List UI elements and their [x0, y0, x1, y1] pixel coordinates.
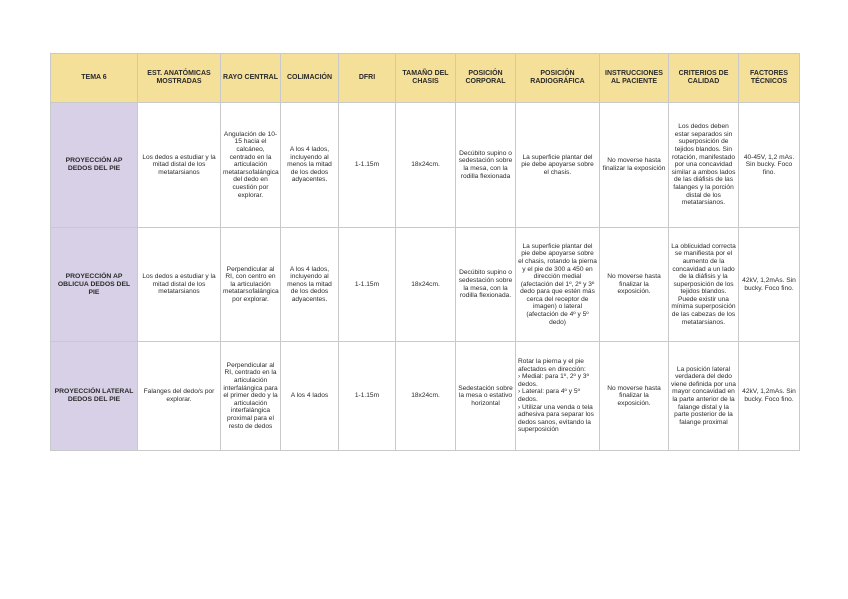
radiografica-line: › Medial: para 1º, 2º y 3º dedos. — [518, 373, 589, 388]
cell-posicion-radiografica: La superficie plantar del pie debe apoyarse sobre el chasis, rotando la pierna y el pie de 300 a 450 en dirección medial (afectación del 1º, 2º y 3º dedo para que estén más cerca del receptor de imagen) o lateral (afectación de 4º y 5º dedo) — [516, 228, 600, 342]
cell-factores-tecnicos: 40-45V, 1,2 mAs. Sin bucky. Foco fino. — [739, 103, 800, 228]
cell-colimacion: A los 4 lados, incluyendo al menos la mitad de los dedos adyacentes. — [281, 228, 339, 342]
table-row — [51, 228, 800, 342]
cell-chasis: 18x24cm. — [396, 103, 456, 228]
cell-factores-tecnicos: 42kV, 1,2mAs. Sin bucky. Foco fino. — [739, 228, 800, 342]
radiography-protocol-table — [50, 53, 800, 451]
cell-rayo-central: Perpendicular al RI, centrado en la articulación interfalángica para el primer dedo y la articulación interfalángica proximal para el resto de dedos — [221, 342, 281, 451]
cell-criterios-calidad: La posición lateral verdadera del dedo viene definida por una mayor concavidad en la parte anterior de la falange distal y la parte posterior de la falange proximal — [669, 342, 739, 451]
header-posicion-radiografica: POSICIÓN RADIOGRÁFICA — [516, 54, 600, 103]
cell-instrucciones: No moverse hasta finalizar la exposición — [600, 103, 669, 228]
row-title: PROYECCIÓN AP OBLICUA DEDOS DEL PIE — [51, 228, 138, 342]
header-colimacion: COLIMACIÓN — [281, 54, 339, 103]
cell-chasis: 18x24cm. — [396, 228, 456, 342]
cell-estructuras: Los dedos a estudiar y la mitad distal de los metatarsianos — [138, 228, 221, 342]
cell-instrucciones: No moverse hasta finalizar la exposición. — [600, 228, 669, 342]
header-criterios-calidad: CRITERIOS DE CALIDAD — [669, 54, 739, 103]
cell-dfri: 1-1.15m — [339, 342, 396, 451]
cell-colimacion: A los 4 lados — [281, 342, 339, 451]
header-estructuras: EST. ANATÓMICAS MOSTRADAS — [138, 54, 221, 103]
cell-rayo-central: Angulación de 10-15 hacia el calcáneo, centrado en la articulación metatarsofalángica del dedo en cuestión por explorar. — [221, 103, 281, 228]
cell-posicion-radiografica: La superficie plantar del pie debe apoyarse sobre el chasis. — [516, 103, 600, 228]
cell-rayo-central: Perpendicular al RI, con centro en la articulación metatarsofalángica por explorar. — [221, 228, 281, 342]
header-chasis: TAMAÑO DEL CHASIS — [396, 54, 456, 103]
cell-posicion-corporal: Decúbito supino o sedestación sobre la mesa, con la rodilla flexionada. — [456, 228, 516, 342]
cell-colimacion: A los 4 lados, incluyendo al menos la mitad de los dedos adyacentes. — [281, 103, 339, 228]
cell-factores-tecnicos: 42kV, 1,2mAs. Sin bucky. Foco fino. — [739, 342, 800, 451]
cell-estructuras: Los dedos a estudiar y la mitad distal de los metatarsianos — [138, 103, 221, 228]
cell-posicion-corporal: Decúbito supino o sedestación sobre la mesa, con la rodilla flexionada — [456, 103, 516, 228]
header-dfri: DFRI — [339, 54, 396, 103]
cell-dfri: 1-1.15m — [339, 103, 396, 228]
row-title: PROYECCIÓN AP DEDOS DEL PIE — [51, 103, 138, 228]
table-row — [51, 103, 800, 228]
radiografica-line: Rotar la pierna y el pie afectados en dirección: — [518, 358, 586, 373]
cell-criterios-calidad: Los dedos deben estar separados sin superposición de tejidos blandos. Sin rotación, manifestado por una concavidad similar a ambos lados de las diáfisis de las falanges y la porción distal de los metatarsianos. — [669, 103, 739, 228]
radiografica-line: › Utilizar una venda o tela adhesiva para separar los dedos sanos, evitando la superposición — [518, 403, 594, 434]
header-posicion-corporal: POSICIÓN CORPORAL — [456, 54, 516, 103]
cell-chasis: 18x24cm. — [396, 342, 456, 451]
cell-posicion-corporal: Sedestación sobre la mesa o estativo horizontal — [456, 342, 516, 451]
table-row — [51, 342, 800, 451]
cell-posicion-radiografica — [516, 342, 600, 451]
cell-dfri: 1-1.15m — [339, 228, 396, 342]
cell-estructuras: Falanges del dedo/s por explorar. — [138, 342, 221, 451]
header-instrucciones: INSTRUCCIONES AL PACIENTE — [600, 54, 669, 103]
radiografica-line: › Lateral: para 4º y 5º dedos. — [518, 388, 580, 403]
header-rayo-central: RAYO CENTRAL — [221, 54, 281, 103]
cell-criterios-calidad: La oblicuidad correcta se manifiesta por el aumento de la concavidad a un lado de la diáfisis y la superposición de los tejidos blandos. Puede existir una mínima superposición de las cabezas de los metatarsianos. — [669, 228, 739, 342]
header-row — [51, 54, 800, 103]
cell-instrucciones: No moverse hasta finalizar la exposición. — [600, 342, 669, 451]
header-factores-tecnicos: FACTORES TÉCNICOS — [739, 54, 800, 103]
header-tema: TEMA 6 — [51, 54, 138, 103]
row-title: PROYECCIÓN LATERAL DEDOS DEL PIE — [51, 342, 138, 451]
